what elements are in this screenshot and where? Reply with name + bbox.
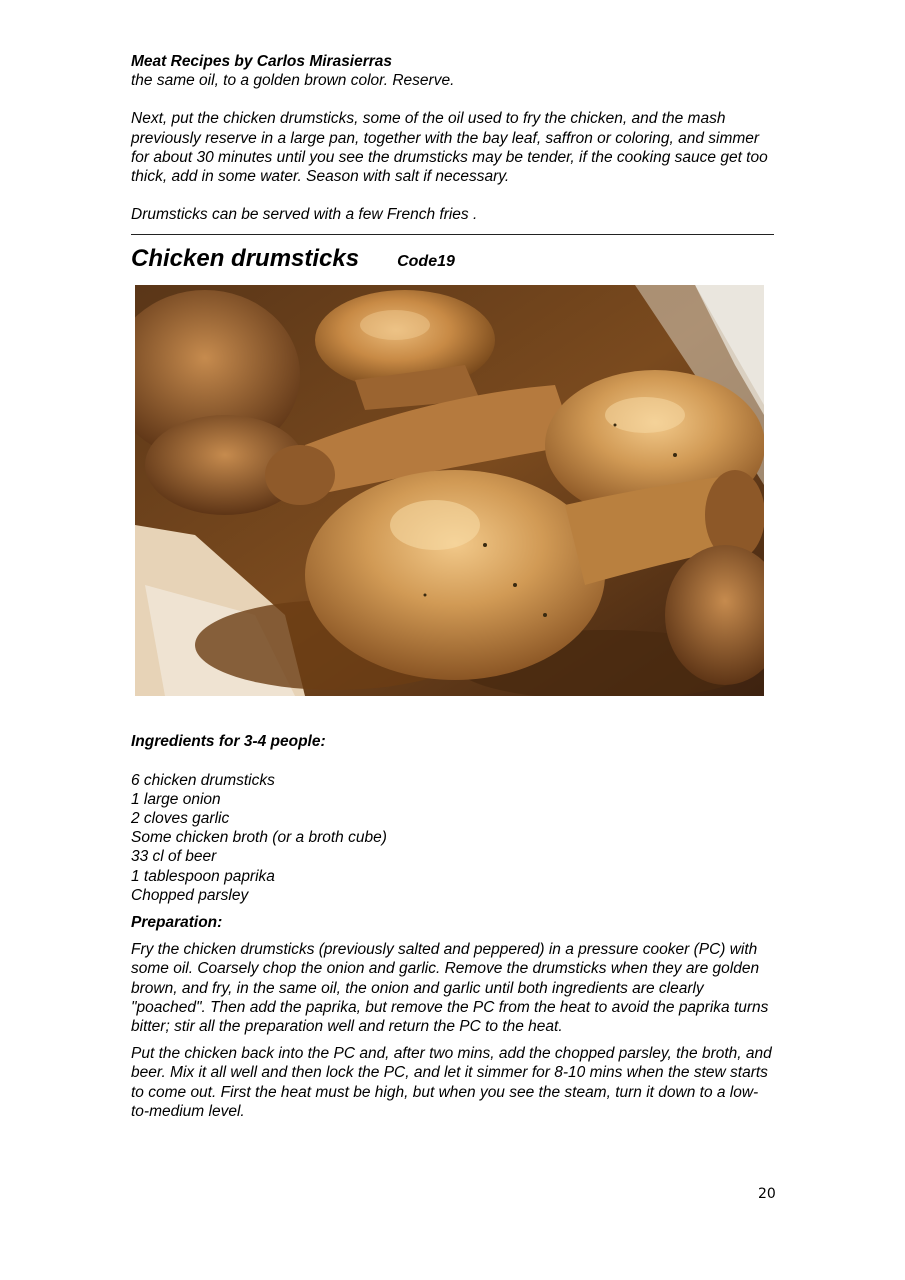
ingredients-heading: Ingredients for 3-4 people:: [131, 733, 326, 751]
ingredient-item: Chopped parsley: [131, 886, 249, 904]
book-title: Meat Recipes by Carlos Mirasierras: [131, 53, 393, 70]
recipe-title: Chicken drumsticks: [131, 245, 360, 273]
recipe-header: [131, 245, 776, 273]
preparation-heading: Preparation:: [131, 914, 223, 932]
ingredient-item: 1 large onion: [131, 790, 221, 808]
previous-recipe-paragraph: Drumsticks can be served with a few French fries .: [131, 206, 478, 224]
previous-recipe-paragraph: the same oil, to a golden brown color. Reserve.: [131, 72, 455, 90]
ingredient-item: Some chicken broth (or a broth cube): [131, 829, 387, 847]
preparation-paragraph: Fry the chicken drumsticks (previously salted and peppered) in a pressure cooker (PC) with some oil. Coarsely chop the onion and garlic. Remove the drumsticks when they are golden brown, and fry, in the same oil, the onion and garlic until both ingredients are clearly "poached". Then add the paprika, but remove the PC from the heat to avoid the paprika turns bitter; stir all the preparation well and return the PC to the heat.: [131, 941, 769, 1036]
section-divider: [131, 234, 774, 235]
ingredient-item: 1 tablespoon paprika: [131, 867, 275, 885]
ingredients-list: [131, 771, 776, 905]
page-number: 20: [758, 1186, 776, 1202]
ingredient-item: 6 chicken drumsticks: [131, 771, 275, 789]
ingredient-item: 2 cloves garlic: [131, 810, 230, 828]
recipe-code: Code19: [397, 253, 455, 271]
document-page: [131, 52, 776, 1121]
ingredient-item: 33 cl of beer: [131, 848, 217, 866]
chicken-drumsticks-photo: [135, 285, 764, 696]
preparation-paragraph: Put the chicken back into the PC and, after two mins, add the chopped parsley, the broth, and beer. Mix it all well and then lock the PC, and let it simmer for 8-10 mins when the stew starts to come out. First the heat must be high, but when you see the steam, turn it down to a low-to-medium level.: [131, 1045, 772, 1120]
previous-recipe-paragraph: Next, put the chicken drumsticks, some of the oil used to fry the chicken, and the mash previously reserve in a large pan, together with the bay leaf, saffron or coloring, and simmer for about 30 minutes until you see the drumsticks may be tender, if the cooking sauce get too thick, add in some water. Season with salt if necessary.: [131, 110, 768, 186]
